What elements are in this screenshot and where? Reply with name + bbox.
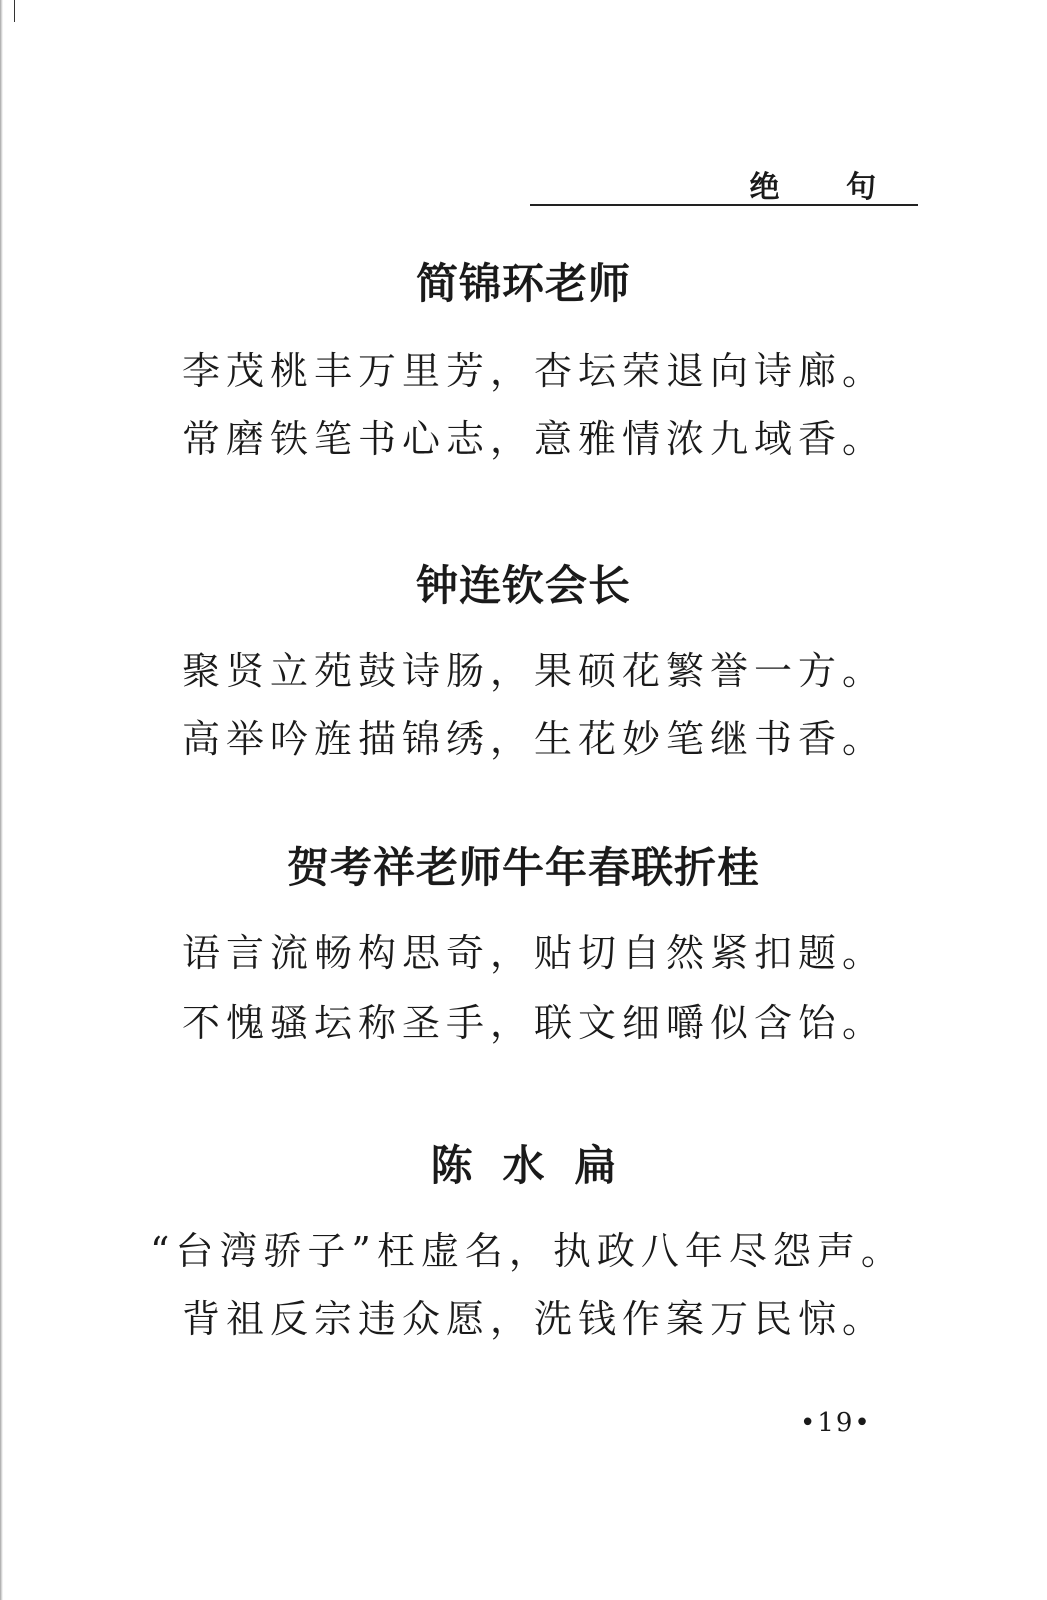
poem-title: 陈水扁 <box>430 1141 647 1190</box>
poem-line: 不愧骚坛称圣手，联文细嚼似含饴。 <box>182 1001 887 1045</box>
poem-3 <box>0 838 1047 898</box>
poem-line: “台湾骄子”枉虚名，执政八年尽怨声。 <box>150 1229 905 1273</box>
poem-line: 聚贤立苑鼓诗肠，果硕花繁誉一方。 <box>182 649 887 693</box>
poem-1 <box>0 254 1047 314</box>
section-title: 绝 句 <box>749 170 904 205</box>
poem-line: 语言流畅构思奇，贴切自然紧扣题。 <box>182 931 887 975</box>
poem-line: 背祖反宗违众愿，洗钱作案万民惊。 <box>182 1297 887 1341</box>
scan-mark <box>14 0 15 22</box>
poem-line: 李茂桃丰万里芳，杏坛荣退向诗廊。 <box>182 349 887 393</box>
scan-edge <box>0 0 3 1600</box>
poem-line: 高举吟旌描锦绣，生花妙笔继书香。 <box>182 717 887 761</box>
poem-title: 简锦环老师 <box>415 259 631 308</box>
poem-title: 钟连钦会长 <box>415 561 631 610</box>
poem-title: 贺考祥老师牛年春联折桂 <box>286 843 760 892</box>
page-number: •19• <box>800 1408 872 1438</box>
poem-4 <box>0 1136 1047 1196</box>
poem-2 <box>0 556 1047 616</box>
poem-line: 常磨铁笔书心志，意雅情浓九域香。 <box>182 417 887 461</box>
running-header <box>530 160 918 206</box>
